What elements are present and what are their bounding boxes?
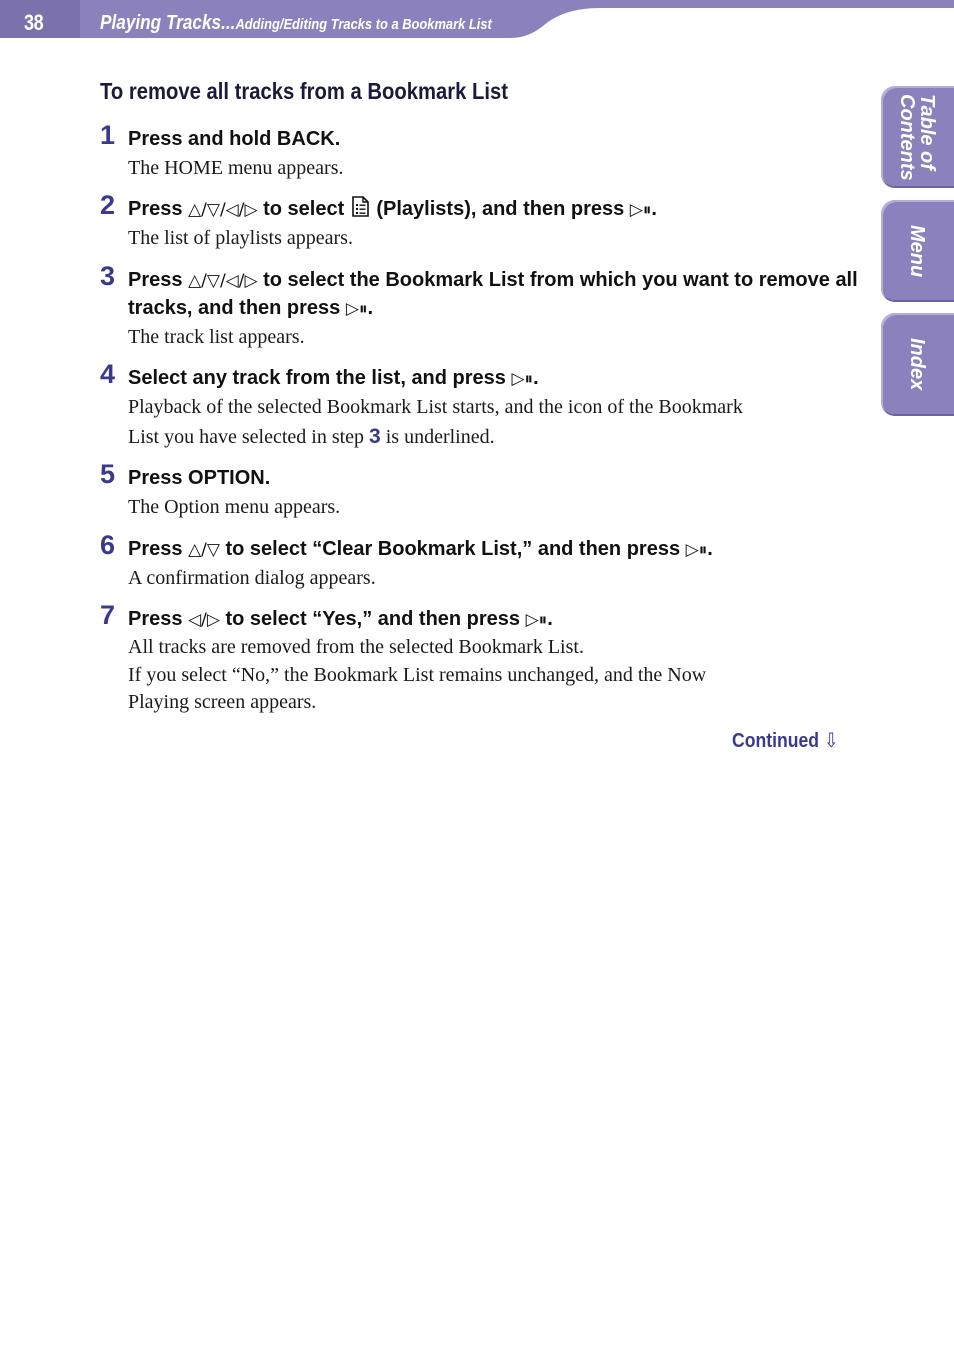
instruction-text: to select	[257, 198, 350, 220]
step-instruction	[128, 365, 858, 393]
step-reference: 3	[369, 425, 381, 448]
instruction-text: Press	[128, 269, 189, 291]
instruction-text: Press	[128, 608, 189, 630]
step-instruction	[128, 606, 858, 634]
step-number: 2	[100, 190, 116, 220]
step-result	[128, 634, 828, 717]
step-number: 1	[100, 120, 116, 150]
result-line	[128, 422, 828, 452]
step-result	[128, 224, 828, 253]
step-instruction	[128, 465, 858, 492]
step-number: 5	[100, 459, 116, 489]
step-result	[128, 393, 828, 452]
section-heading: To remove all tracks from a Bookmark List	[100, 78, 508, 104]
direction-arrows-icon: ◁/▷	[188, 610, 220, 630]
step-instruction	[128, 536, 858, 564]
instruction-end: .	[367, 297, 374, 319]
instruction-text: to select “Clear Bookmark List,” and then press	[219, 538, 686, 560]
step-result	[128, 564, 828, 593]
instruction-text: to select “Yes,” and then press	[219, 608, 526, 630]
instruction-text: Press	[128, 198, 189, 220]
step-number: 7	[100, 600, 116, 630]
page-header	[0, 0, 954, 40]
step-number: 6	[100, 530, 116, 560]
result-line: The HOME menu appears.	[128, 157, 344, 179]
step-instruction	[128, 126, 858, 153]
instruction-text: Press and hold BACK.	[128, 128, 341, 150]
down-arrow-icon: ⇩	[823, 728, 839, 752]
header-title	[100, 12, 492, 35]
play-pause-icon: ▷⏸	[629, 200, 652, 220]
result-line: Playing screen appears.	[128, 691, 317, 713]
instruction-end: .	[533, 367, 539, 389]
instruction-text: to select the Bookmark List from which you want to remove all tracks, and then press	[128, 269, 858, 319]
step-number: 3	[100, 261, 116, 291]
step-result	[128, 154, 828, 183]
tab-table-of-contents[interactable]	[881, 86, 954, 188]
step-instruction	[128, 196, 858, 224]
result-line: A confirmation dialog appears.	[128, 567, 376, 589]
result-line: The Option menu appears.	[128, 496, 341, 518]
result-line: Playback of the selected Bookmark List starts, and the icon of the Bookmark	[128, 396, 743, 418]
instruction-text: Select any track from the list, and press	[128, 367, 512, 389]
instruction-end: .	[651, 198, 657, 220]
result-text: is underlined.	[380, 426, 495, 448]
direction-arrows-icon: △/▽/◁/▷	[188, 200, 258, 220]
result-line: All tracks are removed from the selected Bookmark List.	[128, 636, 584, 658]
instruction-text: (Playlists), and then press	[370, 198, 630, 220]
step-result	[128, 323, 828, 352]
step-number: 4	[100, 359, 116, 389]
playlist-icon	[352, 196, 369, 217]
result-line: If you select “No,” the Bookmark List remains unchanged, and the Now	[128, 663, 707, 686]
result-line: The list of playlists appears.	[128, 227, 353, 249]
step-result	[128, 493, 828, 522]
play-pause-icon: ▷⏸	[685, 540, 708, 560]
step-instruction	[128, 267, 858, 323]
direction-arrows-icon: △/▽/◁/▷	[188, 271, 258, 291]
continued-link[interactable]	[732, 728, 839, 753]
tab-menu-label: Menu	[906, 224, 928, 278]
subsection-title: Adding/Editing Tracks to a Bookmark List	[235, 16, 492, 33]
tab-menu[interactable]	[881, 200, 954, 302]
result-line: The track list appears.	[128, 326, 305, 348]
section-title: Playing Tracks...	[100, 12, 236, 34]
instruction-text: Press OPTION.	[128, 467, 271, 489]
direction-arrows-icon: △/▽	[188, 540, 220, 560]
tab-table-of-contents-label: Table of Contents	[896, 93, 938, 181]
page-number: 38	[24, 10, 44, 35]
play-pause-icon: ▷⏸	[525, 610, 548, 630]
instruction-end: .	[707, 538, 713, 560]
instruction-end: .	[547, 608, 553, 630]
continued-label: Continued	[732, 730, 820, 752]
tab-index[interactable]	[881, 313, 954, 416]
instruction-text: Press	[128, 538, 189, 560]
play-pause-icon: ▷⏸	[511, 369, 534, 389]
result-text: List you have selected in step	[128, 426, 370, 448]
play-pause-icon: ▷⏸	[345, 299, 368, 319]
tab-index-label: Index	[906, 338, 928, 391]
